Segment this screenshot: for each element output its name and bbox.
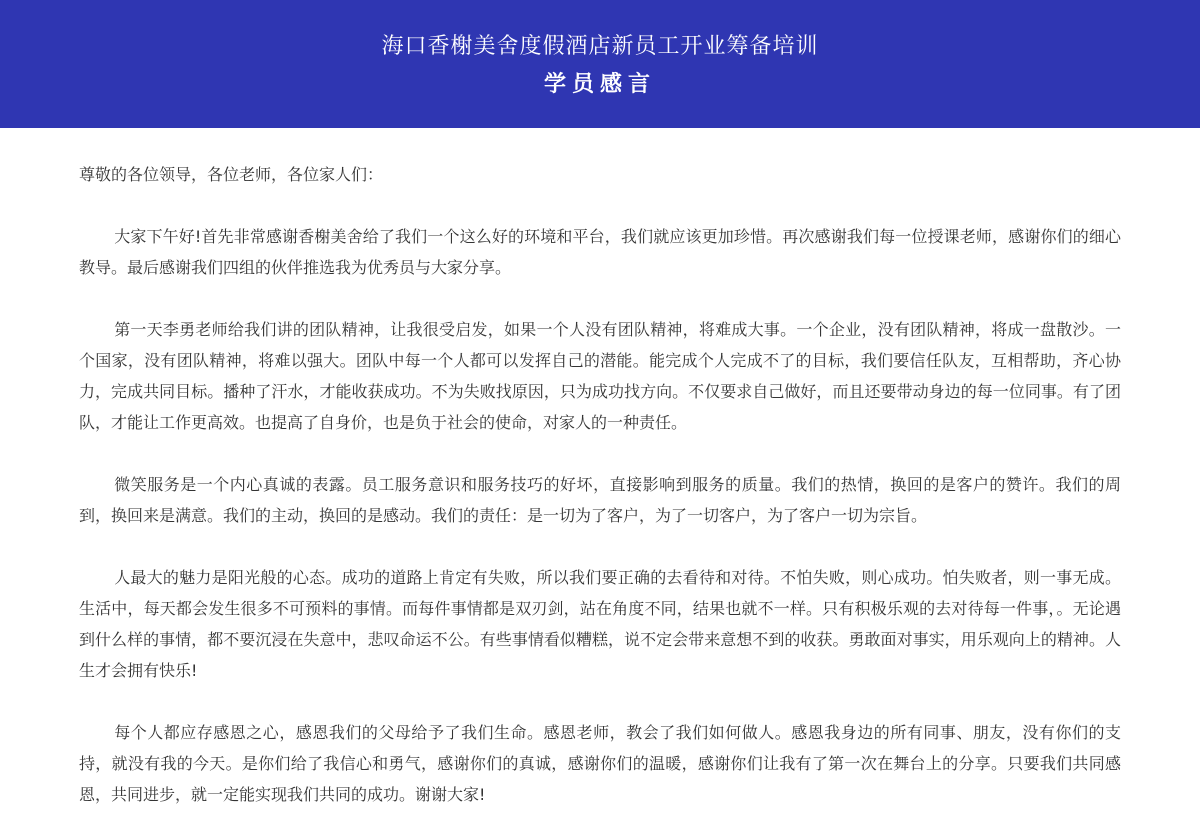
paragraph-positive-attitude: 人最大的魅力是阳光般的心态。成功的道路上肯定有失败，所以我们要正确的去看待和对待。不怕失败，则心成功。怕失败者，则一事无成。生活中，每天都会发生很多不可预料的事情。而每件事情都是双刃剑，站在角度不同，结果也就不一样。只有积极乐观的去对待每一件事，。无论遇到什么样的事情，都不要沉浸在失意中，悲叹命运不公。有些事情看似糟糕，说不定会带来意想不到的收获。勇敢面对事实，用乐观向上的精神。人生才会拥有快乐! xyxy=(79,568,1121,680)
paragraph-team-spirit: 第一天李勇老师给我们讲的团队精神，让我很受启发，如果一个人没有团队精神，将难成大事。一个企业，没有团队精神，将成一盘散沙。一个国家，没有团队精神，将难以强大。团队中每一个人都可以发挥自己的潜能。能完成个人完成不了的目标，我们要信任队友，互相帮助，齐心协力，完成共同目标。播种了汗水，才能收获成功。不为失败找原因，只为成功找方向。不仅要求自己做好，而且还要带动身边的每一位同事。有了团队，才能让工作更高效。也提高了自身价，也是负于社会的使命，对家人的一种责任。 xyxy=(79,320,1121,432)
paragraph-gratitude: 每个人都应存感恩之心，感恩我们的父母给予了我们生命。感恩老师，教会了我们如何做人。感恩我身边的所有同事、朋友，没有你们的支持，就没有我的今天。是你们给了我信心和勇气，感谢你们的真诚，感谢你们的温暖，感谢你们让我有了第一次在舞台上的分享。只要我们共同感恩，共同进步，就一定能实现我们共同的成功。谢谢大家! xyxy=(79,723,1121,804)
page-subtitle: 学员感言 xyxy=(543,72,656,97)
greeting: 尊敬的各位领导，各位老师，各位家人们： xyxy=(79,165,384,184)
page-title: 海口香榭美舍度假酒店新员工开业筹备培训 xyxy=(381,34,819,59)
paragraph-opening: 大家下午好!首先非常感谢香榭美舍给了我们一个这么好的环境和平台，我们就应该更加珍惜。再次感谢我们每一位授课老师，感谢你们的细心教导。最后感谢我们四组的伙伴推选我为优秀员与大家分享。 xyxy=(79,227,1121,277)
article-body xyxy=(79,128,1121,810)
header-banner xyxy=(0,0,1200,128)
paragraph-smile-service: 微笑服务是一个内心真诚的表露。员工服务意识和服务技巧的好坏，直接影响到服务的质量。我们的热情，换回的是客户的赞许。我们的周到，换回来是满意。我们的主动，换回的是感动。我们的责任：是一切为了客户，为了一切客户，为了客户一切为宗旨。 xyxy=(79,475,1121,525)
